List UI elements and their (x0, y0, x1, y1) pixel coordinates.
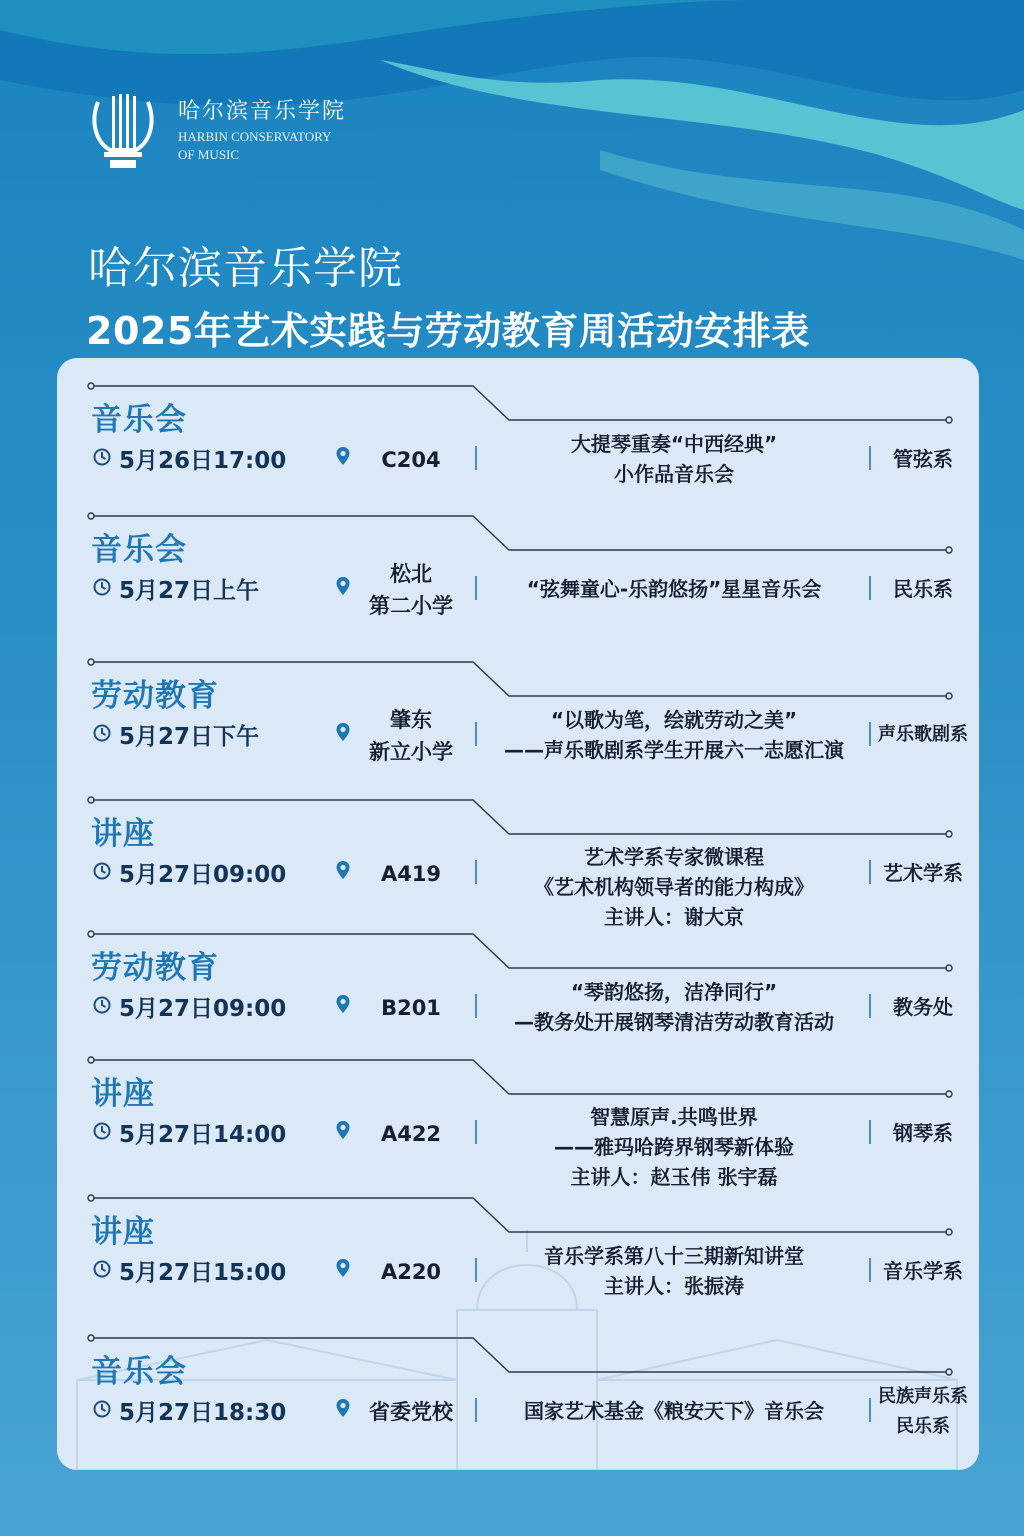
event-location-line: C204 (381, 448, 441, 472)
event-time: 5月26日17:00 (119, 448, 287, 474)
column-divider (475, 722, 477, 746)
location-pin-icon (335, 1258, 351, 1278)
column-divider (475, 1258, 477, 1282)
event-department (875, 858, 971, 888)
event-location-line: 新立小学 (369, 740, 453, 764)
event-category: 音乐会 (91, 1354, 187, 1390)
clock-icon (93, 448, 111, 466)
event-item (57, 930, 979, 1054)
event-title-line: 主讲人：谢大京 (604, 905, 744, 929)
event-location-line: 省委党校 (369, 1400, 453, 1424)
event-title (479, 574, 869, 604)
logo-english-line-2: OF MUSIC (178, 147, 240, 162)
event-department-line: 教务处 (893, 995, 953, 1019)
event-location (357, 858, 465, 890)
event-department-line: 艺术学系 (883, 861, 963, 885)
event-category: 劳动教育 (91, 950, 219, 986)
school-heading: 哈尔滨音乐学院 (88, 243, 403, 294)
event-department-line: 音乐学系 (883, 1259, 963, 1283)
event-title-line: 大提琴重奏“中西经典” (570, 432, 778, 456)
event-location (357, 1256, 465, 1288)
column-divider (475, 994, 477, 1018)
event-category: 讲座 (91, 1214, 155, 1250)
clock-icon (93, 578, 111, 596)
event-title-line: “弦舞童心-乐韵悠扬”星星音乐会 (526, 577, 822, 601)
event-title (479, 1396, 869, 1426)
event-title-line: —教务处开展钢琴清洁劳动教育活动 (514, 1010, 834, 1034)
event-department (875, 574, 971, 604)
event-location (357, 444, 465, 476)
column-divider (475, 576, 477, 600)
event-department-line: 管弦系 (893, 447, 953, 471)
lyre-icon (90, 92, 156, 172)
event-location-line: A220 (380, 1260, 442, 1284)
event-department (875, 1382, 971, 1442)
event-item (57, 1194, 979, 1332)
location-pin-icon (335, 446, 351, 466)
clock-icon (93, 724, 111, 742)
event-title-line: 国家艺术基金《粮安天下》音乐会 (524, 1399, 824, 1423)
column-divider (869, 1258, 871, 1282)
event-item (57, 796, 979, 928)
event-time: 5月27日上午 (119, 578, 260, 604)
event-department-line: 钢琴系 (893, 1121, 953, 1145)
event-department (875, 444, 971, 474)
event-title (479, 705, 869, 765)
event-time: 5月27日下午 (119, 724, 260, 750)
event-title-line: 艺术学系专家微课程 (584, 845, 764, 869)
column-divider (475, 1398, 477, 1422)
event-time: 5月27日09:00 (119, 996, 287, 1022)
event-title (479, 977, 869, 1037)
event-time: 5月27日15:00 (119, 1260, 287, 1286)
event-category: 音乐会 (91, 532, 187, 568)
location-pin-icon (335, 1120, 351, 1140)
clock-icon (93, 1260, 111, 1278)
event-location (357, 704, 465, 768)
event-title (479, 1102, 869, 1192)
event-location (357, 992, 465, 1024)
event-item (57, 658, 979, 794)
event-item (57, 1334, 979, 1464)
event-location (357, 558, 465, 622)
column-divider (475, 860, 477, 884)
event-title-line: “琴韵悠扬，洁净同行” (570, 980, 778, 1004)
event-department-line: 声乐歌剧系 (878, 724, 968, 745)
event-item (57, 512, 979, 656)
event-item (57, 1056, 979, 1192)
column-divider (869, 576, 871, 600)
logo-chinese-name: 哈尔滨音乐学院 (178, 99, 347, 124)
location-pin-icon (335, 994, 351, 1014)
column-divider (475, 446, 477, 470)
event-category: 劳动教育 (91, 678, 219, 714)
logo-english-line-1: HARBIN CONSERVATORY (178, 129, 332, 144)
column-divider (869, 1398, 871, 1422)
event-location-line: A422 (380, 1122, 442, 1146)
event-department (875, 992, 971, 1022)
clock-icon (93, 862, 111, 880)
schedule-panel (57, 358, 979, 1470)
event-location (357, 1118, 465, 1150)
event-title-line: 《艺术机构领导者的能力构成》 (534, 875, 814, 899)
event-time: 5月27日18:30 (119, 1400, 287, 1426)
event-location-line: 肇东 (390, 708, 432, 732)
event-item (57, 382, 979, 510)
clock-icon (93, 1122, 111, 1140)
event-category: 音乐会 (91, 402, 187, 438)
event-title (479, 1241, 869, 1301)
column-divider (869, 446, 871, 470)
column-divider (475, 1120, 477, 1144)
logo-english-name (178, 128, 378, 164)
event-department (875, 1118, 971, 1148)
event-title-line: 主讲人：张振涛 (604, 1274, 744, 1298)
event-time: 5月27日09:00 (119, 862, 287, 888)
location-pin-icon (335, 1398, 351, 1418)
column-divider (869, 1120, 871, 1144)
page-title: 2025年艺术实践与劳动教育周活动安排表 (86, 309, 810, 353)
event-department (875, 1256, 971, 1286)
school-logo (90, 92, 390, 172)
event-location (357, 1396, 465, 1428)
location-pin-icon (335, 576, 351, 596)
connector-line (57, 1334, 979, 1394)
column-divider (869, 994, 871, 1018)
event-location-line: A419 (380, 862, 442, 886)
event-title-line: ——声乐歌剧系学生开展六一志愿汇演 (504, 738, 844, 762)
column-divider (869, 722, 871, 746)
location-pin-icon (335, 722, 351, 742)
event-location-line: B201 (381, 996, 441, 1020)
connector-line (57, 512, 979, 572)
event-title-line: 音乐学系第八十三期新知讲堂 (544, 1244, 804, 1268)
event-title-line: ——雅玛哈跨界钢琴新体验 (554, 1135, 794, 1159)
event-category: 讲座 (91, 816, 155, 852)
event-location-line: 松北 (390, 562, 432, 586)
clock-icon (93, 996, 111, 1014)
event-department-line: 民族声乐系 (878, 1386, 968, 1407)
event-category: 讲座 (91, 1076, 155, 1112)
event-time: 5月27日14:00 (119, 1122, 287, 1148)
event-title (479, 429, 869, 489)
event-title-line: “以歌为笔，绘就劳动之美” (550, 708, 798, 732)
event-title-line: 智慧原声.共鸣世界 (590, 1105, 758, 1129)
event-department-line: 民乐系 (893, 577, 953, 601)
event-location-line: 第二小学 (369, 594, 453, 618)
location-pin-icon (335, 860, 351, 880)
event-title-line: 小作品音乐会 (614, 462, 734, 486)
event-title (479, 842, 869, 932)
event-department-line: 民乐系 (896, 1416, 950, 1437)
event-title-line: 主讲人：赵玉伟 张宇磊 (570, 1165, 778, 1189)
clock-icon (93, 1400, 111, 1418)
event-department (875, 720, 971, 750)
column-divider (869, 860, 871, 884)
